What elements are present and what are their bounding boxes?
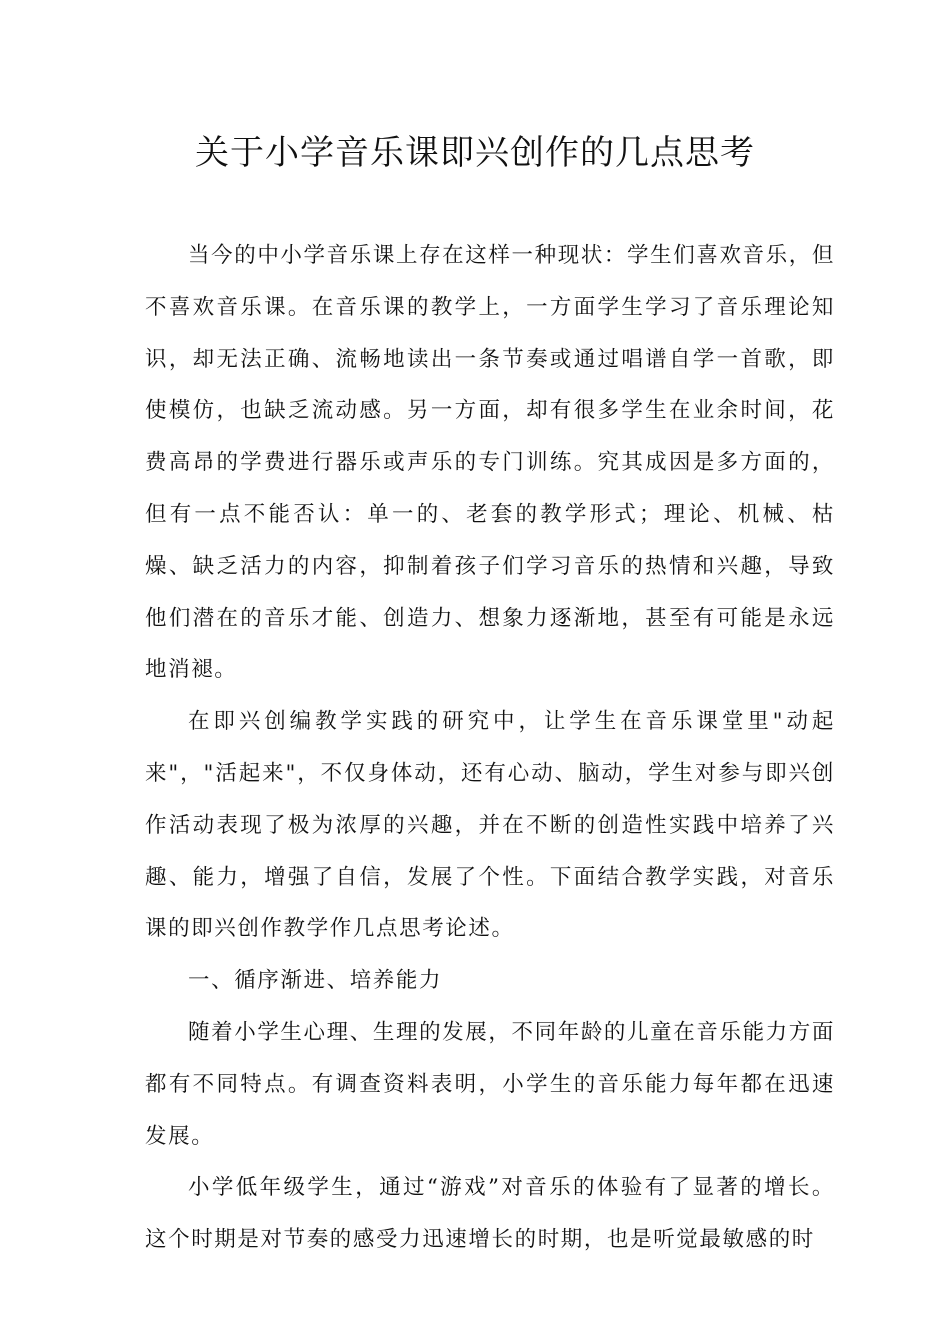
section-heading: 一、循序渐进、培养能力 [188, 968, 443, 994]
paragraph-4: 小学低年级学生，通过“游戏”对音乐的体验有了显著的增长。这个时期是对节奏的感受力迅速增长的时期，也是听觉最敏感的时 [145, 1175, 835, 1253]
paragraph-1: 当今的中小学音乐课上存在这样一种现状：学生们喜欢音乐，但不喜欢音乐课。在音乐课的教学上，一方面学生学习了音乐理论知识，却无法正确、流畅地读出一条节奏或通过唱谱自学一首歌，即使模仿，也缺乏流动感。另一方面，却有很多学生在业余时间，花费高昂的学费进行器乐或声乐的专门训练。究其成因是多方面的，但有一点不能否认：单一的、老套的教学形式；理论、机械、枯燥、缺乏活力的内容，抑制着孩子们学习音乐的热情和兴趣，导致他们潜在的音乐才能、创造力、想象力逐渐地，甚至有可能是永远地消褪。 [145, 243, 835, 683]
paragraph-3: 随着小学生心理、生理的发展，不同年龄的儿童在音乐能力方面都有不同特点。有调查资料表明，小学生的音乐能力每年都在迅速发展。 [145, 1019, 835, 1149]
document-title: 关于小学音乐课即兴创作的几点思考 [195, 133, 755, 173]
paragraph-2: 在即兴创编教学实践的研究中，让学生在音乐课堂里"动起来"，"活起来"，不仅身体动，还有心动、脑动，学生对参与即兴创作活动表现了极为浓厚的兴趣，并在不断的创造性实践中培养了兴趣、能力，增强了自信，发展了个性。下面结合教学实践，对音乐课的即兴创作教学作几点思考论述。 [145, 709, 835, 942]
document-body [145, 230, 835, 1266]
